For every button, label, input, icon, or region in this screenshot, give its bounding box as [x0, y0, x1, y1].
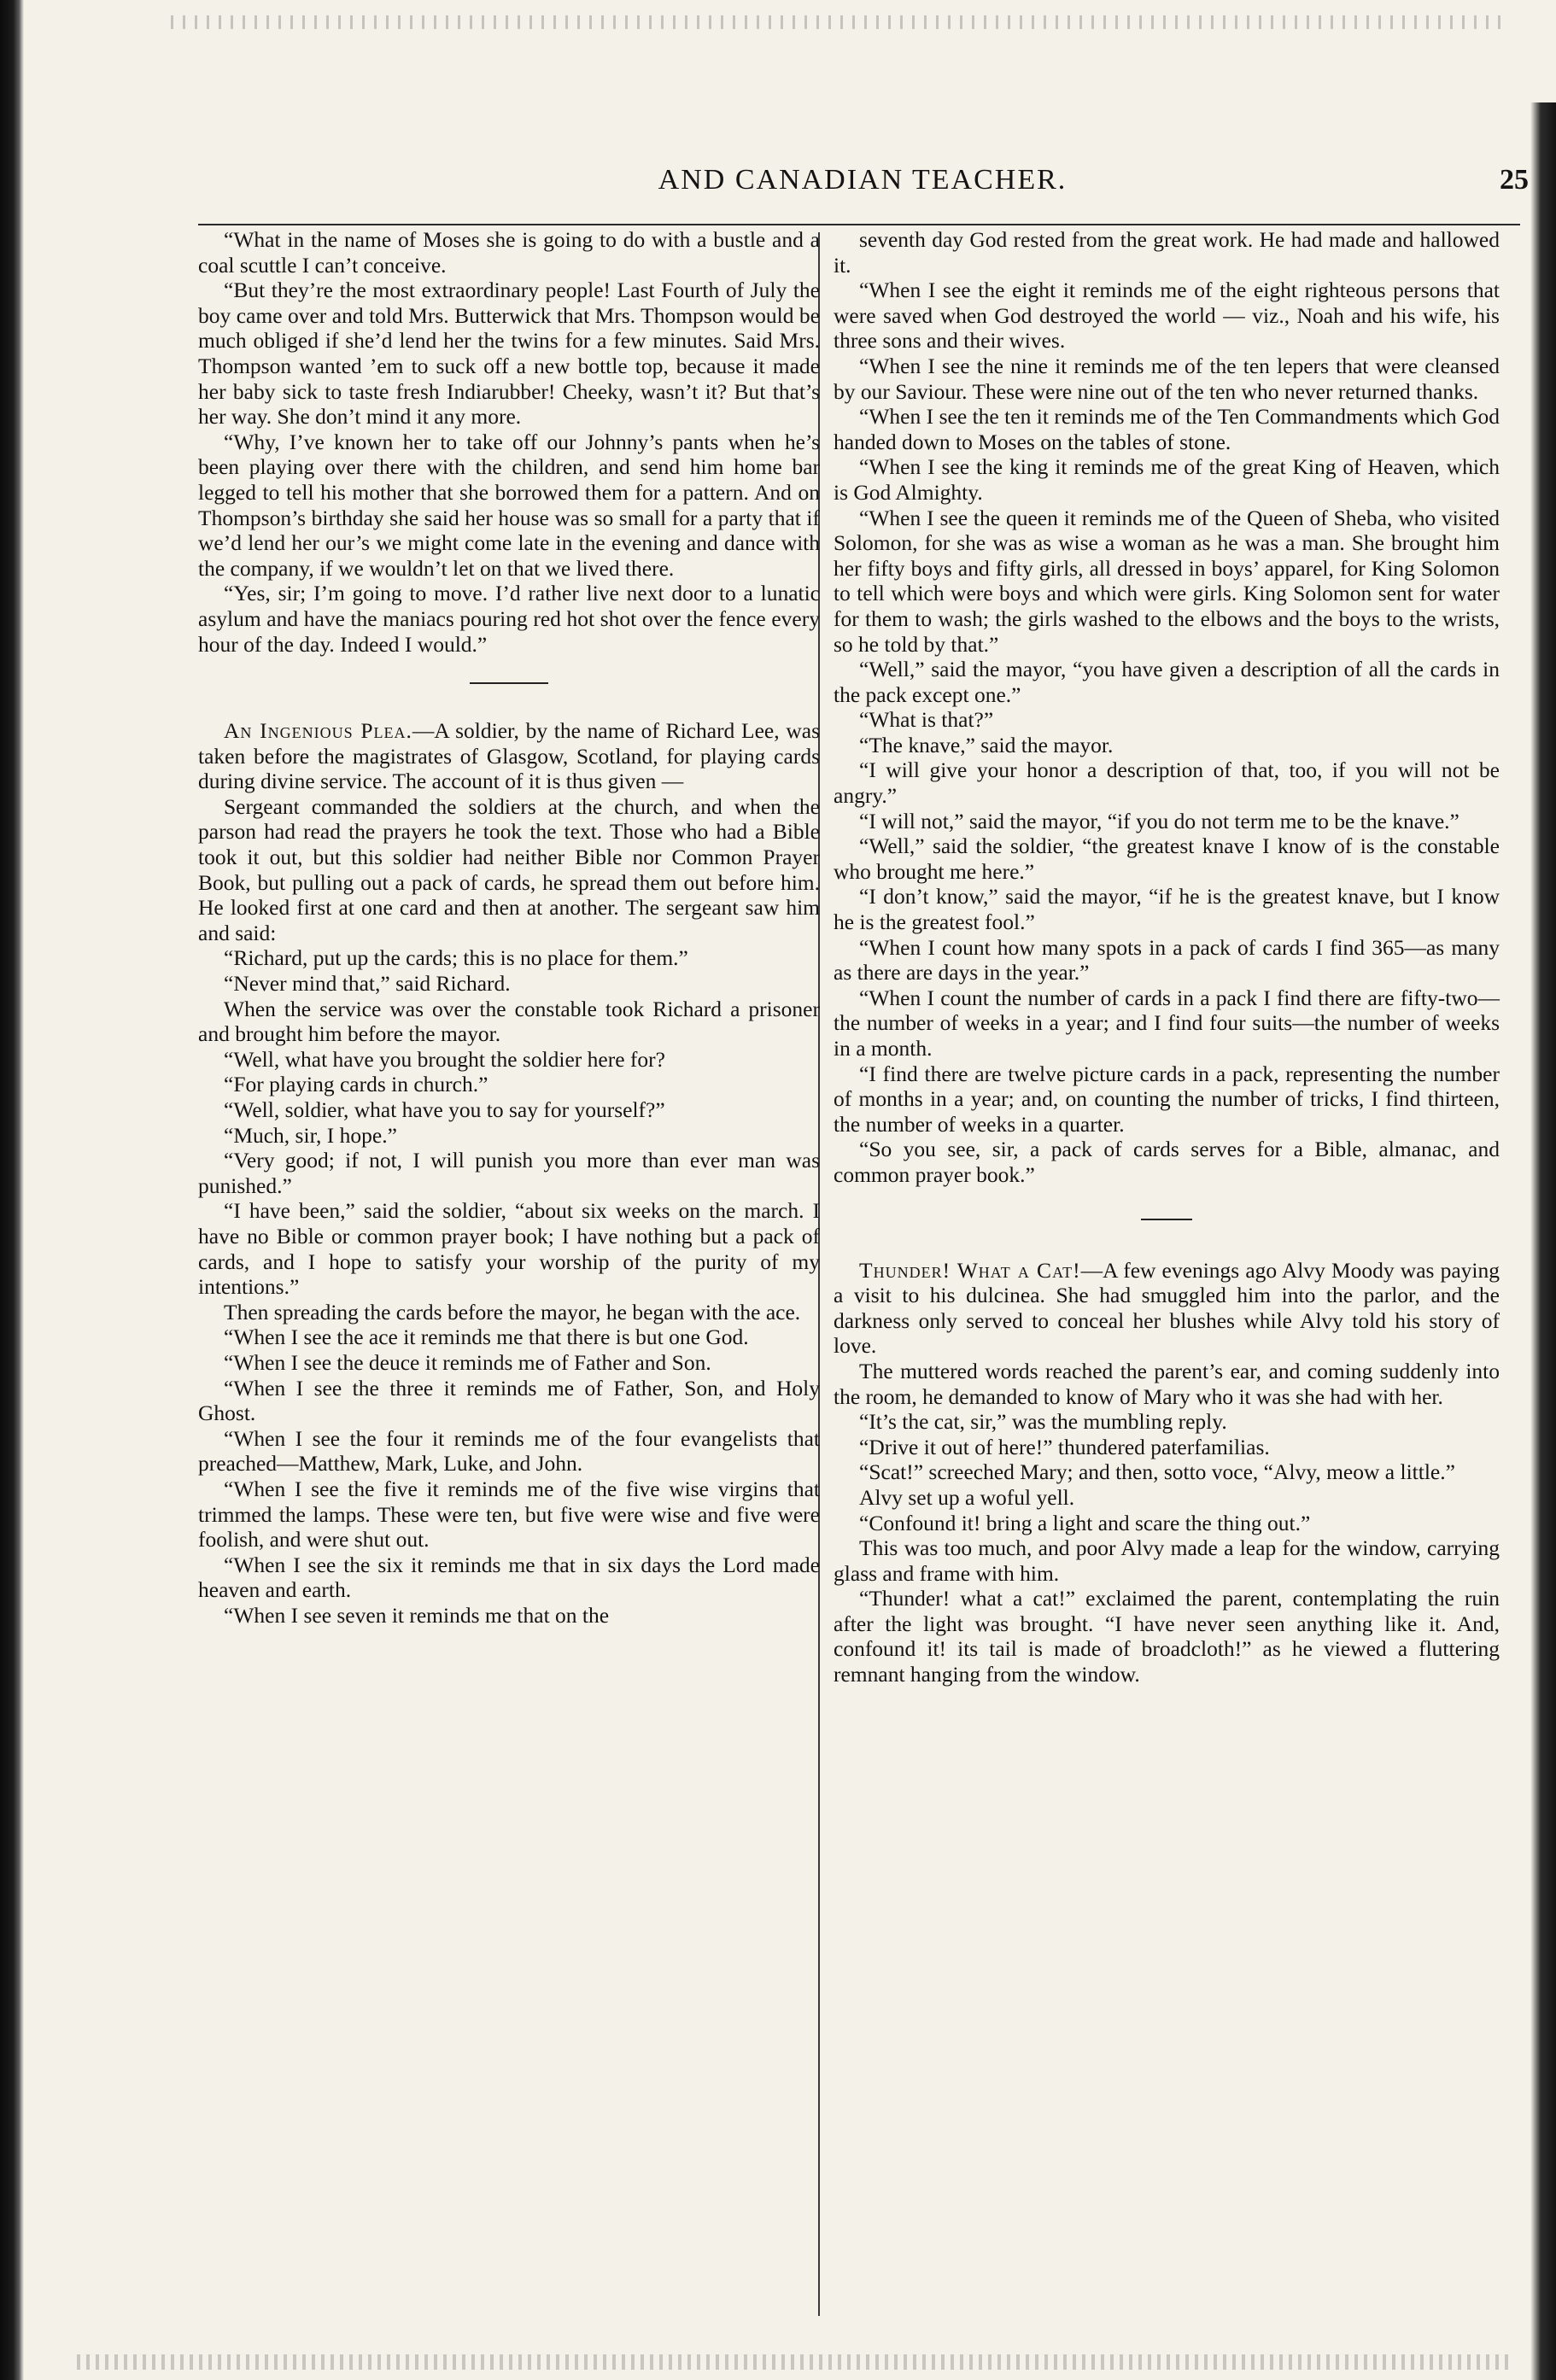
paragraph-text: “The knave,” said the mayor. [859, 732, 1114, 757]
paragraph-text: “When I see the ace it reminds me that there is but one God. [224, 1324, 749, 1350]
story-separator [470, 682, 548, 684]
paragraph-text: Sergeant commanded the soldiers at the church, and when the parson had read the prayers he took the text. Those who had a Bible took it out, but this soldier had neither Bible nor Common Prayer Book, but pulling out a pack of cards, he spread them out before him. He looked first at one card and then at another. The sergeant saw him and said: [198, 793, 820, 945]
paragraph [834, 454, 1500, 505]
paragraph-text: “When I count how many spots in a pack of cards I find 365—as many as there are days in the year.” [834, 934, 1500, 985]
paragraph-text: “Confound it! bring a light and scare the thing out.” [859, 1510, 1311, 1535]
paragraph [834, 1459, 1500, 1485]
paragraph [834, 1061, 1500, 1137]
paragraph [834, 757, 1500, 808]
paragraph [198, 1198, 820, 1299]
paragraph-text: “Drive it out of here!” thundered paterfamilias. [859, 1434, 1270, 1459]
paragraph [198, 945, 820, 971]
paragraph [198, 1300, 820, 1325]
paragraph [834, 1586, 1500, 1687]
paragraph-text: —A soldier, by the name of Richard Lee, was taken before the magistrates of Glasgow, Scotland, for playing cards during divine service. The account of it is thus given — [198, 718, 820, 794]
paragraph [834, 1535, 1500, 1586]
paragraph-text: “I will not,” said the mayor, “if you do not term me to be the knave.” [859, 808, 1459, 833]
running-title: AND CANADIAN TEACHER. [658, 164, 1068, 196]
paragraph [198, 430, 820, 582]
paragraph-text: Alvy set up a woful yell. [859, 1484, 1075, 1510]
paragraph-text: “I will give your honor a description of that, too, if you will not be angry.” [834, 757, 1500, 809]
paragraph [198, 997, 820, 1047]
paragraph-text: “So you see, sir, a pack of cards serves for a Bible, almanac, and common prayer book.” [834, 1137, 1500, 1187]
paragraph-text: “When I see the five it reminds me of the five wise virgins that trimmed the lamps. These were ten, but five were wise and five were foolish, and were shut out. [198, 1476, 820, 1553]
paragraph [198, 1350, 820, 1376]
paragraph-text: “Well, soldier, what have you to say for yourself?” [224, 1097, 665, 1122]
scan-noise-top [171, 15, 1503, 29]
story-thunder-cat [834, 1258, 1500, 1687]
paragraph [834, 707, 1500, 733]
page-number: 25 [1500, 164, 1529, 196]
paragraph [834, 985, 1500, 1061]
scan-noise-bottom [77, 2354, 1512, 2370]
paragraph-text: “It’s the cat, sir,” was the mumbling reply. [859, 1409, 1227, 1435]
paragraph [834, 809, 1500, 834]
running-header [196, 164, 1529, 205]
paragraph [834, 935, 1500, 985]
page-edge-shadow [1530, 102, 1556, 2380]
paragraph-text: “When I see the nine it reminds me of the ten lepers that were cleansed by our Saviour. These were nine out of the ten who never returned thanks. [834, 353, 1500, 404]
story-heading: An Ingenious Plea. [224, 718, 412, 744]
paragraph-text: “Scat!” screeched Mary; and then, sotto voce, “Alvy, meow a little.” [859, 1459, 1455, 1485]
paragraph [198, 971, 820, 997]
paragraph-text: “Yes, sir; I’m going to move. I’d rather live next door to a lunatic asylum and have the maniacs pouring red hot shot over the fence every hour of the day. Indeed I would.” [198, 581, 820, 657]
paragraph-text: “I have been,” said the soldier, “about six weeks on the march. I have no Bible or common prayer book; I have nothing but a pack of cards, and I hope to satisfy your worship of the purity of my intentions.” [198, 1198, 820, 1300]
paragraph-text: “Well,” said the mayor, “you have given a description of all the cards in the pack except one.” [834, 657, 1500, 707]
paragraph [198, 718, 820, 794]
paragraph [198, 581, 820, 657]
paragraph-text: “When I see the deuce it reminds me of Father and Son. [224, 1349, 711, 1375]
paragraph-text: “When I see seven it reminds me that on the [224, 1602, 610, 1628]
paragraph [834, 1435, 1500, 1460]
paragraph-text: “Well, what have you brought the soldier here for? [224, 1046, 665, 1072]
paragraph-text: “When I see the ten it reminds me of the Ten Commandments which God handed down to Moses on the tables of stone. [834, 404, 1500, 454]
paragraph [834, 1359, 1500, 1409]
paragraph [834, 1258, 1500, 1359]
paragraph-text: “I don’t know,” said the mayor, “if he is the greatest knave, but I know he is the greatest fool.” [834, 884, 1500, 935]
paragraph [834, 1409, 1500, 1435]
left-column [198, 227, 820, 1628]
paragraph [198, 1097, 820, 1123]
paragraph-text: “Well,” said the soldier, “the greatest knave I know of is the constable who brought me here.” [834, 833, 1500, 884]
page-binding-shadow [0, 0, 24, 2380]
paragraph [198, 278, 820, 430]
paragraph [834, 506, 1500, 658]
paragraph [198, 1324, 820, 1350]
story-ingenious-plea [198, 718, 820, 1628]
story-neighbors [198, 227, 820, 657]
paragraph-text: “For playing cards in church.” [224, 1072, 488, 1097]
story-heading: Thunder! What a Cat! [859, 1257, 1081, 1283]
paragraph [198, 227, 820, 278]
paragraph-text: —A few evenings ago Alvy Moody was paying a visit to his dulcinea. She had smuggled him into the parlor, and the darkness only served to conceal her blushes while Alvy told his story of love. [834, 1257, 1500, 1359]
paragraph-text: “When I see the six it reminds me that in six days the Lord made heaven and earth. [198, 1552, 820, 1603]
paragraph [834, 227, 1500, 278]
paragraph-text: “What is that?” [859, 707, 994, 733]
paragraph [834, 404, 1500, 454]
paragraph-text: When the service was over the constable took Richard a prisoner and brought him before the mayor. [198, 996, 820, 1047]
paragraph [834, 1511, 1500, 1536]
paragraph-text: “Very good; if not, I will punish you more than ever man was punished.” [198, 1148, 820, 1198]
paragraph-text: “Thunder! what a cat!” exclaimed the parent, contemplating the ruin after the light was brought. “I have never seen anything like it. And, confound it! its tail is made of broadcloth!” as he viewed a fluttering remnant hanging from the window. [834, 1586, 1500, 1687]
paragraph-text: “Richard, put up the cards; this is no place for them.” [224, 945, 688, 971]
paragraph [834, 657, 1500, 707]
paragraph [834, 733, 1500, 758]
paragraph [198, 1426, 820, 1477]
paragraph [834, 1485, 1500, 1511]
paragraph-text: “Why, I’ve known her to take off our Johnny’s pants when he’s been playing over there with the children, and send him home bar legged to tell his mother that she borrowed them for a pattern. And on Thompson’s birthday she said her house was so small for a party that if we’d lend her our’s we might come late in the evening and dance with the company, if we wouldn’t let on that we lived there. [198, 429, 820, 581]
paragraph-text: “But they’re the most extraordinary people! Last Fourth of July the boy came over and told Mrs. Butterwick that Mrs. Thompson would be much obliged if she’d lend her the twins for a few minutes. Said Mrs. Thompson wanted ’em to suck off a new bottle top, because it made her baby sick to taste fresh Indiarubber! Cheeky, wasn’t it? But that’s her way. She don’t mind it any more. [198, 278, 820, 430]
paragraph [198, 1477, 820, 1553]
paragraph-text: “Never mind that,” said Richard. [224, 971, 511, 997]
paragraph [198, 1553, 820, 1603]
paragraph-text: seventh day God rested from the great work. He had made and hallowed it. [834, 227, 1500, 278]
paragraph-text: “What in the name of Moses she is going to do with a bustle and a coal scuttle I can’t conceive. [198, 227, 820, 278]
paragraph-text: “When I see the eight it reminds me of the eight righteous persons that were saved when God destroyed the world — viz., Noah and his wife, his three sons and their wives. [834, 278, 1500, 354]
paragraph [198, 1376, 820, 1426]
paragraph [834, 1137, 1500, 1187]
paragraph [834, 354, 1500, 404]
paragraph-text: “When I see the king it reminds me of the great King of Heaven, which is God Almighty. [834, 454, 1500, 505]
paragraph [198, 1047, 820, 1073]
story-separator [1141, 1219, 1192, 1220]
paragraph [198, 1603, 820, 1629]
right-column [834, 227, 1500, 1687]
paragraph [198, 1072, 820, 1097]
paragraph [834, 278, 1500, 354]
story-ingenious-plea-continued [834, 227, 1500, 1188]
paragraph-text: This was too much, and poor Alvy made a leap for the window, carrying glass and frame with him. [834, 1535, 1500, 1586]
paragraph-text: “When I see the three it reminds me of Father, Son, and Holy Ghost. [198, 1375, 820, 1426]
paragraph-text: “When I see the queen it reminds me of the Queen of Sheba, who visited Solomon, for she was as wise a woman as he was a man. She brought him her fifty boys and fifty girls, all dressed in boys’ apparel, for King Solomon to tell which were boys and which were girls. King Solomon sent for water for them to wash; the girls washed to the elbows and the boys to the wrists, so he told by that.” [834, 505, 1500, 657]
paragraph-text: “Much, sir, I hope.” [224, 1122, 397, 1148]
paragraph [834, 884, 1500, 934]
paragraph-text: “I find there are twelve picture cards in a pack, representing the number of months in a year; and, on counting the number of tricks, I find thirteen, the number of weeks in a quarter. [834, 1061, 1500, 1137]
paragraph [198, 1123, 820, 1149]
paragraph-text: Then spreading the cards before the mayor, he began with the ace. [224, 1299, 801, 1324]
paragraph-text: The muttered words reached the parent’s ear, and coming suddenly into the room, he demanded to know of Mary who it was she had with her. [834, 1358, 1500, 1409]
paragraph [834, 833, 1500, 884]
paragraph-text: “When I see the four it reminds me of the four evangelists that preached—Matthew, Mark, Luke, and John. [198, 1425, 820, 1477]
paragraph [198, 794, 820, 946]
paragraph-text: “When I count the number of cards in a pack I find there are fifty-two—the number of weeks in a year; and I find four suits—the number of weeks in a month. [834, 985, 1500, 1061]
paragraph [198, 1148, 820, 1198]
header-rule [198, 224, 1520, 225]
